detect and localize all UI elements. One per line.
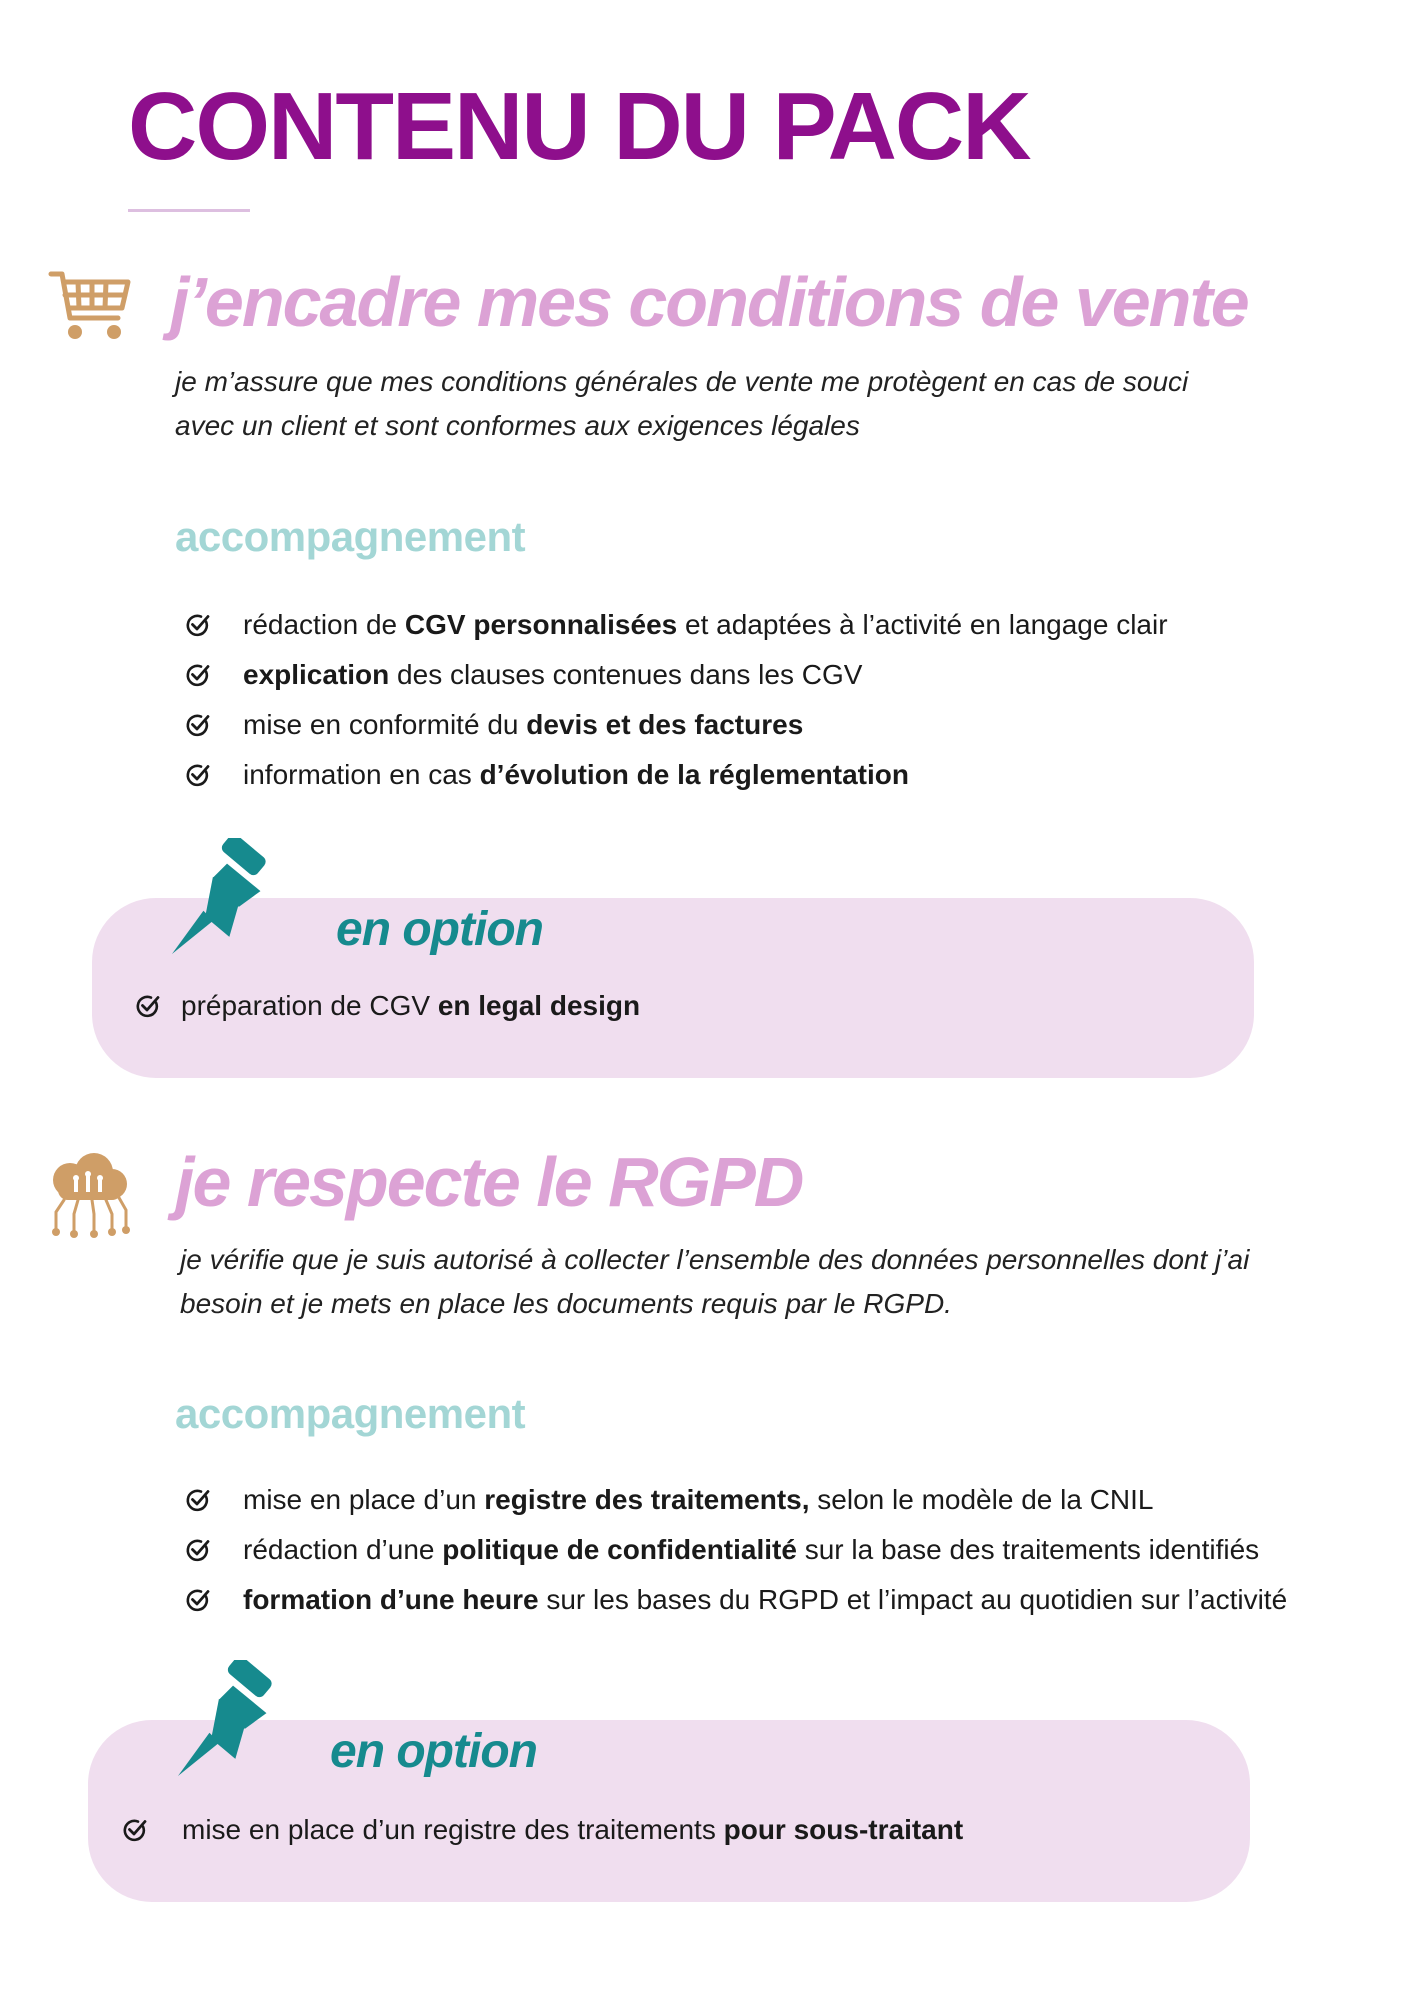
check-circle-icon	[135, 993, 161, 1019]
list-item: mise en place d’un registre des traitements, selon le modèle de la CNIL	[185, 1475, 1287, 1525]
subheading-accompagnement: accompagnement	[175, 1390, 526, 1437]
section-intro	[180, 1238, 1249, 1326]
check-circle-icon	[122, 1817, 148, 1843]
check-circle-icon	[185, 762, 211, 788]
intro-line: avec un client et sont conformes aux exigences légales	[175, 410, 860, 441]
pushpin-icon	[170, 838, 288, 956]
section-title: je respecte le RGPD	[175, 1143, 803, 1221]
section-intro	[175, 360, 1188, 448]
check-circle-icon	[185, 662, 211, 688]
check-circle-icon	[185, 1587, 211, 1613]
check-circle-icon	[185, 1537, 211, 1563]
option-title: en option	[336, 903, 543, 956]
list-item: mise en conformité du devis et des factures	[185, 700, 1168, 750]
list-item: rédaction d’une politique de confidentialité sur la base des traitements identifiés	[185, 1525, 1287, 1575]
check-circle-icon	[185, 612, 211, 638]
title-underline	[128, 209, 250, 212]
check-circle-icon	[185, 712, 211, 738]
option-item: préparation de CGV en legal design	[135, 990, 640, 1022]
intro-line: besoin et je mets en place les documents requis par le RGPD.	[180, 1288, 952, 1319]
check-circle-icon	[185, 1487, 211, 1513]
checklist	[185, 600, 1168, 800]
subheading-accompagnement: accompagnement	[175, 513, 526, 560]
list-item: formation d’une heure sur les bases du RGPD et l’impact au quotidien sur l’activité	[185, 1575, 1287, 1625]
checklist	[185, 1475, 1287, 1625]
list-item: rédaction de CGV personnalisées et adaptées à l’activité en langage clair	[185, 600, 1168, 650]
list-item: explication des clauses contenues dans les CGV	[185, 650, 1168, 700]
list-item: information en cas d’évolution de la réglementation	[185, 750, 1168, 800]
option-title: en option	[330, 1725, 537, 1778]
page-title: CONTENU DU PACK	[128, 73, 1030, 180]
shopping-cart-icon	[48, 268, 132, 346]
option-item: mise en place d’un registre des traitements pour sous-traitant	[122, 1814, 963, 1846]
intro-line: je m’assure que mes conditions générales de vente me protègent en cas de souci	[175, 366, 1189, 397]
pushpin-icon	[176, 1660, 294, 1778]
cloud-circuit-icon	[44, 1152, 132, 1242]
section-title: j’encadre mes conditions de vente	[170, 263, 1248, 341]
intro-line: je vérifie que je suis autorisé à collecter l’ensemble des données personnelles dont j’ai	[180, 1244, 1250, 1275]
